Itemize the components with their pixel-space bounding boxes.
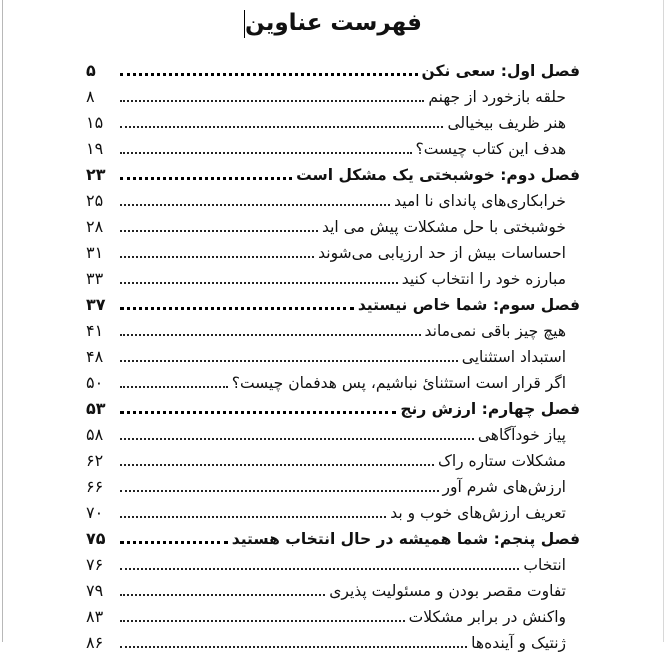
toc-page-number: ۴۱ (86, 321, 104, 340)
toc-section-row[interactable] (86, 446, 580, 472)
table-of-contents (86, 56, 580, 654)
toc-dot-leader (120, 620, 405, 622)
toc-entry-title: استبداد استثنایی (461, 348, 566, 366)
toc-entry-title: تفاوت مقصر بودن و مسئولیت پذیری (329, 582, 566, 600)
toc-entry-title: فصل اول: سعی نکن (421, 62, 580, 80)
toc-page-number: ۵۸ (86, 425, 104, 444)
toc-dot-leader (120, 490, 439, 492)
toc-entry-title: ژنتیک و آینده‌ها (471, 634, 566, 652)
toc-entry-title: احساسات بیش از حد ارزیابی می‌شوند (318, 244, 566, 262)
toc-entry-title: پیاز خودآگاهی (477, 426, 566, 444)
toc-page-number: ۴۸ (86, 347, 104, 366)
toc-chapter-row[interactable] (86, 394, 580, 420)
toc-entry-title: خرابکاری‌های پاندای نا امید (394, 192, 566, 210)
toc-dot-leader (120, 256, 314, 258)
toc-dot-leader (120, 568, 519, 570)
toc-dot-leader (120, 73, 418, 76)
toc-chapter-row[interactable] (86, 56, 580, 82)
toc-page-number: ۳۷ (86, 295, 106, 314)
toc-dot-leader (120, 541, 228, 544)
toc-entry-title: مبارزه خود را انتخاب کنید (401, 270, 566, 288)
toc-entry-title: تعریف ارزش‌های خوب و بد (390, 504, 566, 522)
toc-entry-title: فصل چهارم: ارزش رنج (400, 400, 580, 418)
toc-section-row[interactable] (86, 342, 580, 368)
toc-dot-leader (120, 152, 412, 154)
title-text: فهرست عناوین (245, 10, 422, 36)
toc-entry-title: خوشبختی با حل مشکلات پیش می اید (321, 218, 566, 236)
toc-section-row[interactable] (86, 108, 580, 134)
toc-section-row[interactable] (86, 550, 580, 576)
toc-page-number: ۷۶ (86, 555, 104, 574)
toc-page-number: ۲۳ (86, 165, 106, 184)
toc-section-row[interactable] (86, 472, 580, 498)
toc-dot-leader (120, 360, 458, 362)
toc-page-number: ۳۱ (86, 243, 104, 262)
toc-page-number: ۵۳ (86, 399, 106, 418)
toc-section-row[interactable] (86, 186, 580, 212)
toc-section-row[interactable] (86, 498, 580, 524)
toc-dot-leader (120, 126, 443, 128)
toc-chapter-row[interactable] (86, 290, 580, 316)
toc-section-row[interactable] (86, 82, 580, 108)
toc-page-number: ۶۲ (86, 451, 104, 470)
toc-entry-title: اگر قرار است استثنائ نباشیم، پس هدفمان چیست؟ (231, 374, 566, 392)
toc-section-row[interactable] (86, 264, 580, 290)
document-title[interactable] (0, 6, 664, 40)
toc-page-number: ۵۰ (86, 373, 104, 392)
toc-entry-title: واکنش در برابر مشکلات (408, 608, 566, 626)
toc-entry-title: فصل پنجم: شما همیشه در حال انتخاب هستید (231, 530, 580, 548)
toc-page-number: ۸۶ (86, 633, 104, 652)
toc-section-row[interactable] (86, 316, 580, 342)
toc-dot-leader (120, 438, 474, 440)
toc-chapter-row[interactable] (86, 160, 580, 186)
toc-dot-leader (120, 282, 398, 284)
toc-dot-leader (120, 334, 421, 336)
toc-page-number: ۷۵ (86, 529, 106, 548)
toc-page-number: ۲۸ (86, 217, 104, 236)
toc-section-row[interactable] (86, 576, 580, 602)
toc-page-number: ۷۰ (86, 503, 104, 522)
toc-dot-leader (120, 411, 396, 414)
toc-section-row[interactable] (86, 602, 580, 628)
toc-dot-leader (120, 594, 325, 596)
toc-page-number: ۷۹ (86, 581, 104, 600)
toc-page-number: ۲۵ (86, 191, 104, 210)
toc-section-row[interactable] (86, 420, 580, 446)
toc-dot-leader (120, 100, 424, 102)
toc-page-number: ۱۵ (86, 113, 104, 132)
toc-section-row[interactable] (86, 368, 580, 394)
toc-dot-leader (120, 230, 318, 232)
toc-page-number: ۶۶ (86, 477, 104, 496)
toc-entry-title: هیچ چیز باقی نمی‌ماند (424, 322, 566, 340)
toc-section-row[interactable] (86, 238, 580, 264)
toc-dot-leader (120, 516, 386, 518)
toc-page-number: ۸ (86, 87, 95, 106)
page-left-border (2, 0, 3, 642)
toc-dot-leader (120, 646, 467, 648)
toc-dot-leader (120, 464, 434, 466)
toc-entry-title: حلقه بازخورد از جهنم (428, 88, 566, 106)
toc-section-row[interactable] (86, 134, 580, 160)
toc-page-number: ۳۳ (86, 269, 104, 288)
toc-dot-leader (120, 386, 228, 388)
toc-entry-title: هنر ظریف بیخیالی (447, 114, 566, 132)
toc-entry-title: مشکلات ستاره راک (437, 452, 566, 470)
toc-entry-title: ارزش‌های شرم آور (442, 478, 566, 496)
toc-page-number: ۸۳ (86, 607, 104, 626)
toc-entry-title: انتخاب (523, 556, 566, 574)
toc-entry-title: فصل سوم: شما خاص نیستید (357, 296, 580, 314)
toc-page-number: ۱۹ (86, 139, 104, 158)
toc-chapter-row[interactable] (86, 524, 580, 550)
toc-page-number: ۵ (86, 61, 96, 80)
toc-entry-title: فصل دوم: خوشبختی یک مشکل است (296, 166, 580, 184)
toc-dot-leader (120, 177, 292, 180)
toc-section-row[interactable] (86, 628, 580, 654)
toc-section-row[interactable] (86, 212, 580, 238)
toc-entry-title: هدف این کتاب چیست؟ (415, 140, 566, 158)
toc-dot-leader (120, 307, 354, 310)
toc-dot-leader (120, 204, 390, 206)
